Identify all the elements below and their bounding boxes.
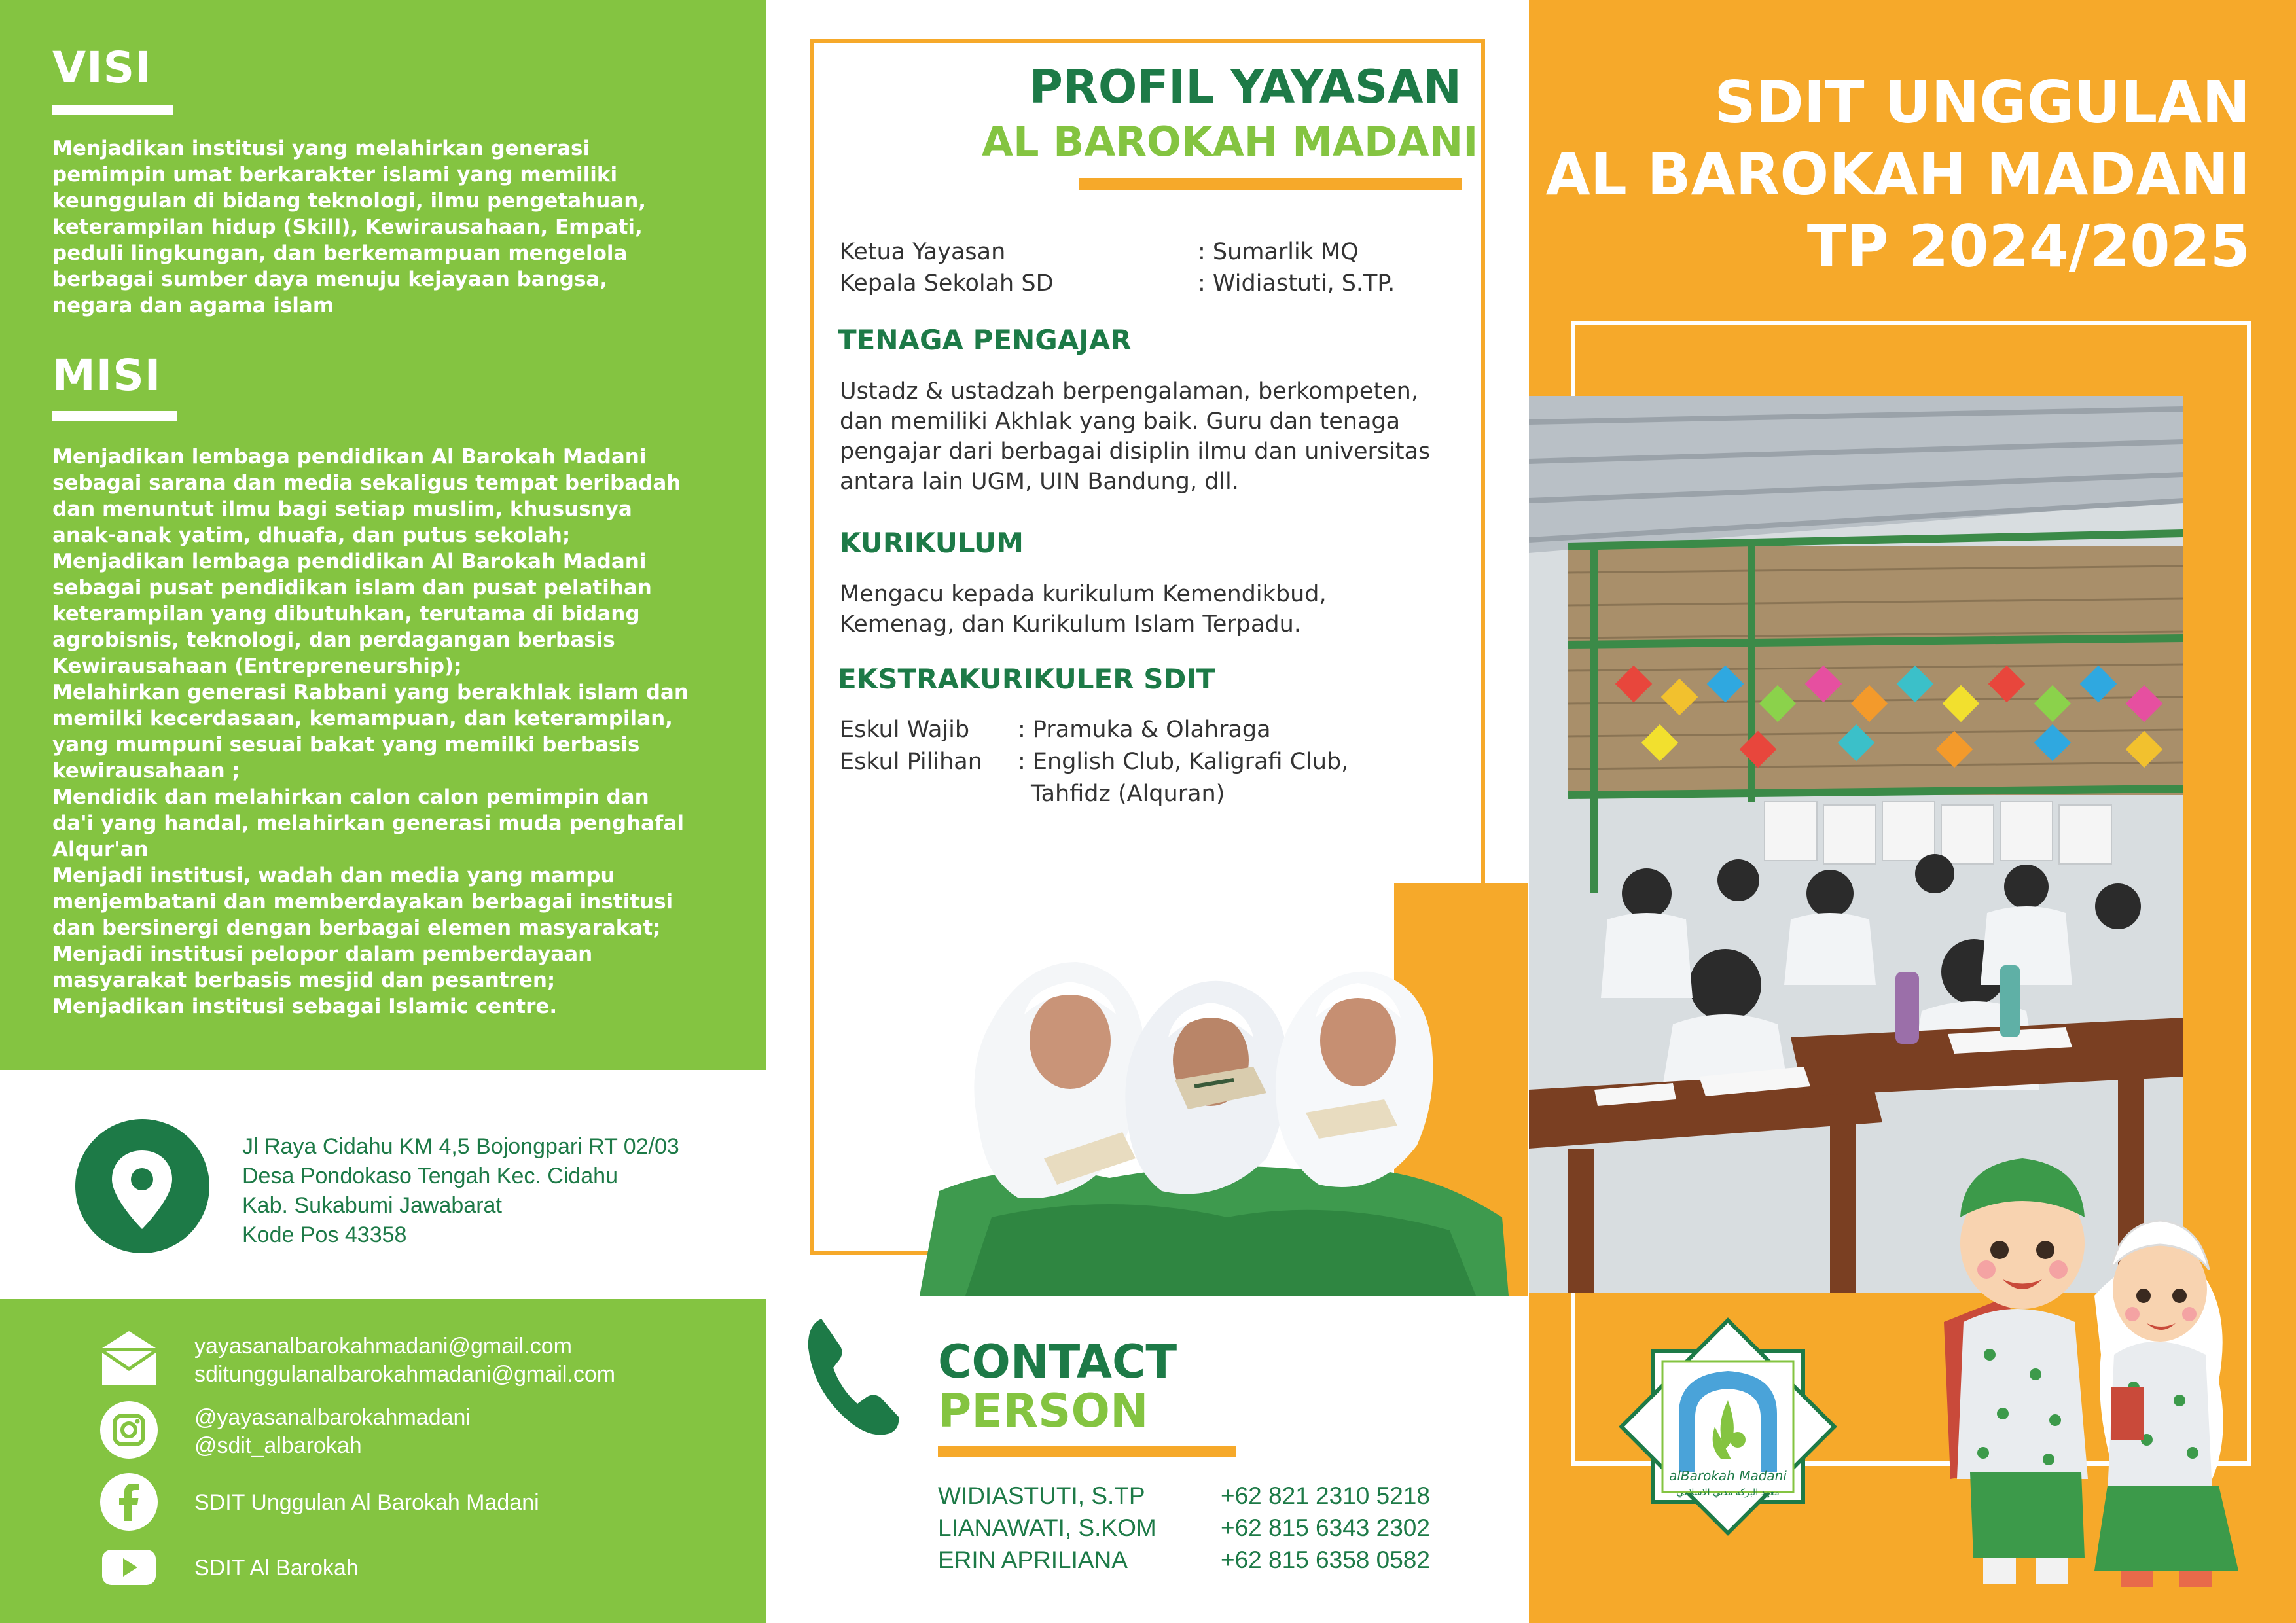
tenaga-heading: TENAGA PENGAJAR	[838, 324, 1132, 356]
contact-subtitle: PERSON	[938, 1384, 1149, 1438]
instagram-handles[interactable]: @yayasanalbarokahmadani @sdit_albarokah	[194, 1405, 471, 1458]
kepsek-label: Kepala Sekolah SD	[840, 270, 1054, 296]
contact-phone[interactable]: +62 815 6358 0582	[1221, 1546, 1430, 1573]
address-block: Jl Raya Cidahu KM 4,5 Bojongpari RT 02/03 Desa Pondokaso Tengah Kec. Cidahu Kab. Sukabumi Jawabarat Kode Pos 43358	[242, 1134, 679, 1247]
contact-phone[interactable]: +62 821 2310 5218	[1221, 1482, 1430, 1509]
school-logo	[1617, 1315, 1839, 1538]
ekskul-heading: EKSTRAKURIKULER SDIT	[838, 663, 1215, 695]
logo-text: alBarokah Madani	[1669, 1468, 1787, 1484]
kurikulum-heading: KURIKULUM	[840, 527, 1024, 559]
misi-title: MISI	[52, 350, 162, 401]
ekskul-pilihan-value: : English Club, Kaligrafi Club,	[1018, 749, 1349, 775]
location-pin-icon	[75, 1119, 209, 1253]
contact-name: LIANAWATI, S.KOM	[938, 1514, 1157, 1541]
visi-title: VISI	[52, 43, 152, 93]
cover-title-line2: AL BAROKAH MADANI	[1545, 141, 2250, 208]
ketua-label: Ketua Yayasan	[840, 239, 1006, 265]
ekskul-pilihan-label: Eskul Pilihan	[840, 749, 982, 775]
contact-title-underline	[938, 1446, 1236, 1457]
contact-phone[interactable]: +62 815 6343 2302	[1221, 1514, 1430, 1541]
ekskul-wajib-value: : Pramuka & Olahraga	[1018, 717, 1271, 743]
ketua-value: : Sumarlik MQ	[1198, 239, 1359, 265]
ekskul-wajib-label: Eskul Wajib	[840, 717, 970, 743]
tenaga-text: Ustadz & ustadzah berpengalaman, berkompeten, dan memiliki Akhlak yang baik. Guru dan tenaga pengajar dari berbagai disiplin ilmu dan universitas antara lain UGM, UIN Bandung, dll.	[840, 378, 1431, 495]
kurikulum-text: Mengacu kepada kurikulum Kemendikbud, Kemenag, dan Kurikulum Islam Terpadu.	[840, 581, 1327, 637]
profile-title-underline	[1079, 178, 1462, 190]
students-reading-photo	[913, 851, 1509, 1296]
email-addresses[interactable]: yayasanalbarokahmadani@gmail.com sditunggulanalbarokahmadani@gmail.com	[194, 1334, 616, 1387]
email-icon	[99, 1329, 158, 1387]
cartoon-students-illustration	[1924, 1139, 2258, 1590]
facebook-page[interactable]: SDIT Unggulan Al Barokah Madani	[194, 1490, 539, 1515]
phone-icon	[802, 1312, 906, 1443]
contact-name: ERIN APRILIANA	[938, 1546, 1128, 1573]
profile-title: PROFIL YAYASAN	[1029, 60, 1462, 114]
misi-text: Menjadikan lembaga pendidikan Al Barokah Madani sebagai sarana dan media sekaligus tempat beribadah dan menuntut ilmu bagi setiap muslim, khususnya anak-anak yatim, dhuafa, dan putus sekolah; Menjadikan lembaga pendidikan Al Barokah Madani sebagai pusat pendidikan islam dan pusat pelatihan keterampilan yang dibutuhkan, terutama di bidang agrobisnis, teknologi, dan perdagangan berbasis Kewirausahaan (Entrepreneurship); Melahirkan generasi Rabbani yang berakhlak islam dan memilki kecerdasaan, kemampuan, dan keterampilan, yang mumpuni sesuai bakat yang memilki berbasis kewirausahaan ; Mendidik dan melahirkan calon calon pemimpin dan da'i yang handal, melahirkan generasi muda penghafal Alqur'an Menjadi institusi, wadah dan media yang mampu menjembatani dan memberdayakan berbagai institusi dan bersinergi dengan berbagai elemen masyarakat; Menjadi institusi pelopor dalam pemberdayaan masyarakat berbasis mesjid dan pesantren; Menjadikan institusi sebagai Islamic centre.	[52, 445, 689, 1018]
cover-title-line3: TP 2024/2025	[1806, 213, 2250, 280]
youtube-channel[interactable]: SDIT Al Barokah	[194, 1556, 359, 1580]
misi-underline	[52, 411, 177, 421]
cover-title-line1: SDIT UNGGULAN	[1714, 69, 2250, 136]
facebook-icon	[99, 1472, 158, 1531]
kepsek-value: : Widiastuti, S.TP.	[1198, 270, 1395, 296]
youtube-icon	[99, 1537, 158, 1596]
visi-underline	[52, 105, 173, 115]
contact-name: WIDIASTUTI, S.TP	[938, 1482, 1145, 1509]
visi-text: Menjadikan institusi yang melahirkan generasi pemimpin umat berkarakter islami yang memiliki keunggulan di bidang teknologi, ilmu pengetahuan, keterampilan hidup (Skill), Kewirausahaan, Empati, peduli lingkungan, dan berkemampuan mengelola berbagai sumber daya menuju kejayaan bangsa, negara dan agama islam	[52, 137, 647, 317]
contact-title: CONTACT	[938, 1335, 1177, 1389]
ekskul-pilihan-value-cont: Tahfidz (Alquran)	[1031, 781, 1225, 807]
logo-arabic-text: معهد البركة مدني الاسلامي	[1676, 1488, 1780, 1498]
instagram-icon	[99, 1400, 158, 1459]
profile-subtitle: AL BAROKAH MADANI	[982, 118, 1479, 166]
